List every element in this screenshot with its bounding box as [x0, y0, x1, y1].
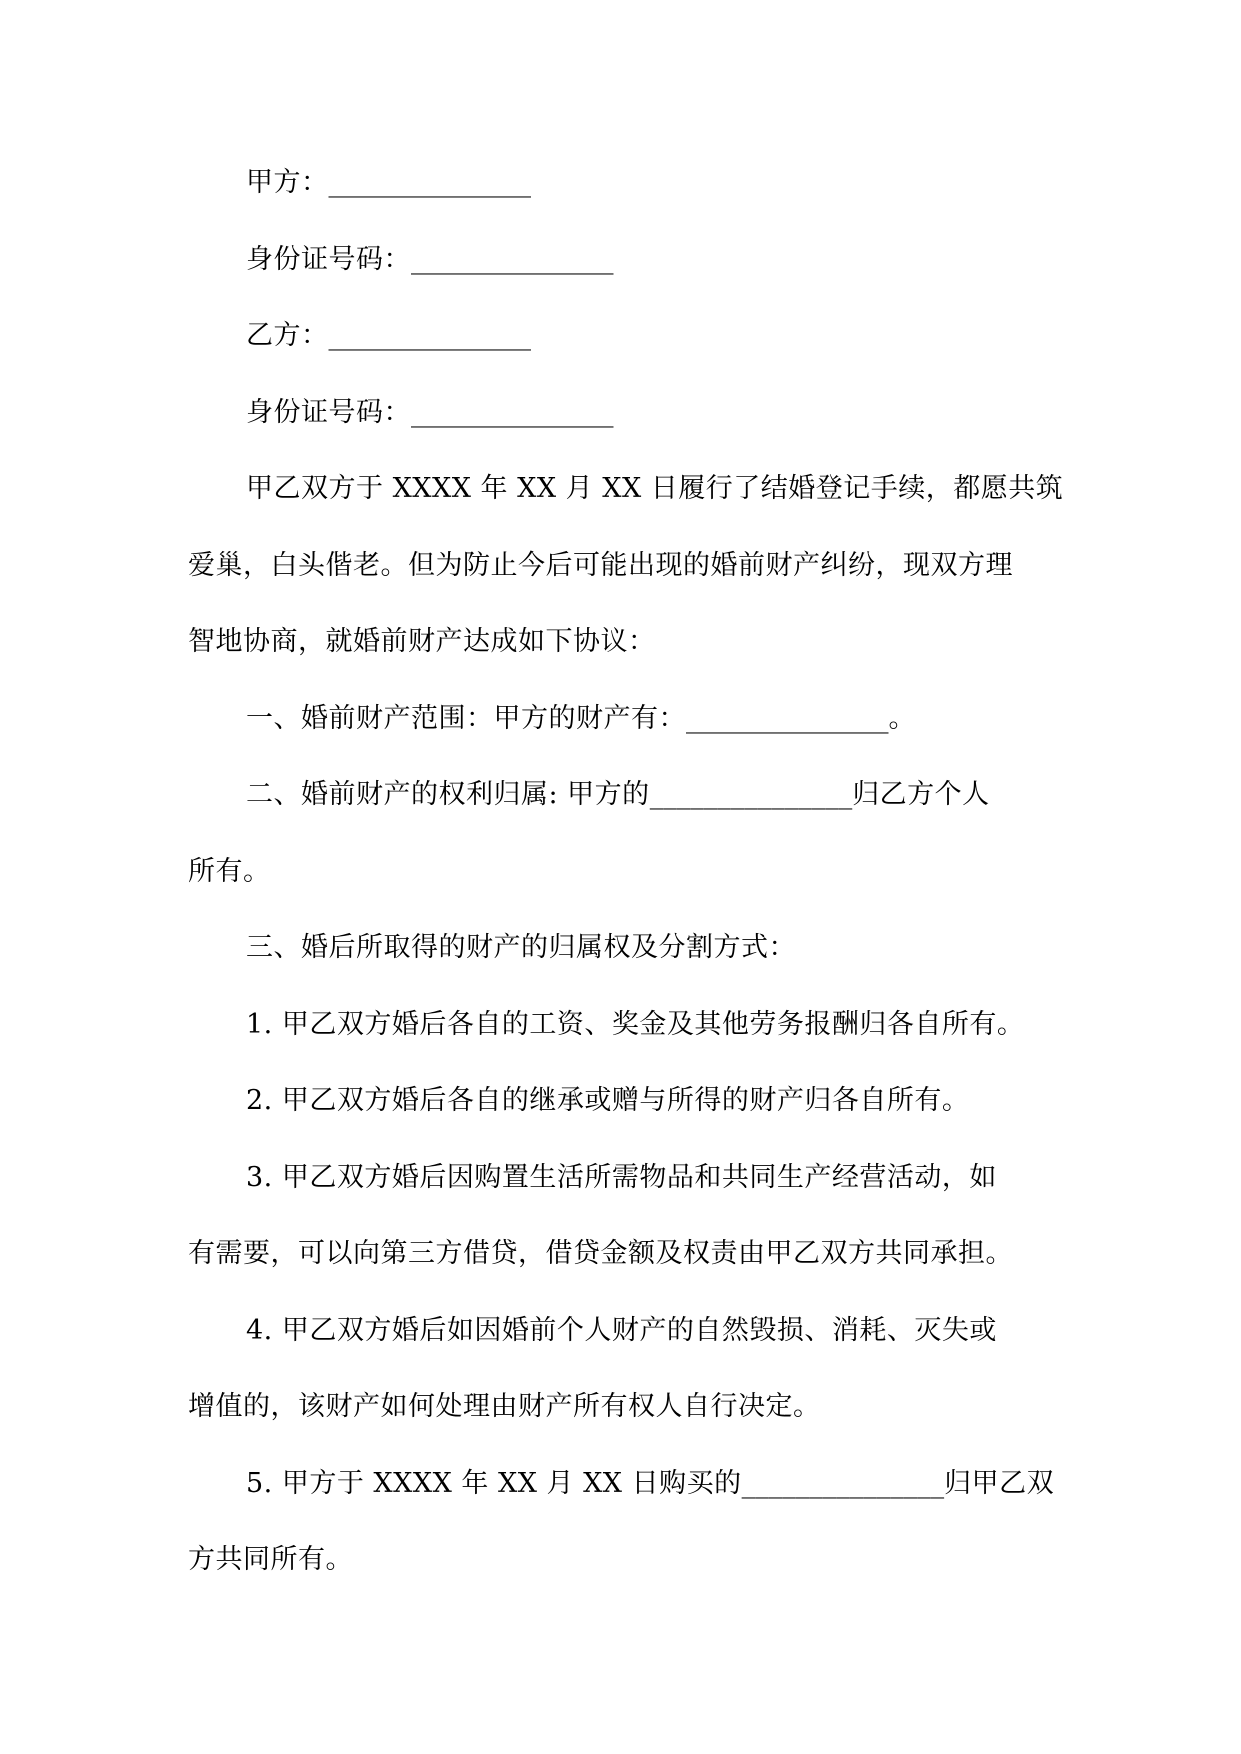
clause-3-heading: 三、婚后所取得的财产的归属权及分割方式： — [246, 932, 796, 963]
clause-1-end: 。 — [888, 702, 916, 734]
clause-2-text: 二、婚前财产的权利归属: 甲方的 — [246, 779, 650, 810]
preamble-line-2: 爱巢，白头偕老。但为防止今后可能出现的婚前财产纠纷，现双方理 — [188, 549, 1013, 581]
preamble-line-3: 智地协商，就婚前财产达成如下协议： — [188, 626, 656, 657]
clause-1 — [188, 681, 1058, 758]
clause-1-blank: _______________ — [686, 702, 889, 734]
party-b-id-blank: _______________ — [411, 396, 614, 428]
item-5-blank: _______________ — [741, 1467, 945, 1499]
item-4-line-1: 4. 甲乙双方婚后如因婚前个人财产的自然毁损、消耗、灭失或 — [246, 1314, 997, 1346]
clause-2-continuation: 所有。 — [188, 855, 271, 887]
item-5-text: 5. 甲方于 XXXX 年 XX 月 XX 日购买的 — [246, 1467, 742, 1499]
party-a-blank: _______________ — [328, 167, 531, 198]
clause-2-blank: _______________ — [649, 779, 853, 810]
party-a-line — [188, 145, 1058, 222]
party-b-blank: _______________ — [328, 320, 531, 351]
item-3-line-1: 3. 甲乙双方婚后因购置生活所需物品和共同生产经营活动，如 — [246, 1161, 997, 1193]
preamble-line-1: 甲乙双方于 XXXX 年 XX 月 XX 日履行了结婚登记手续，都愿共筑 — [246, 473, 1064, 504]
party-a-id-label: 身份证号码： — [246, 243, 411, 275]
item-5-continuation: 方共同所有。 — [188, 1544, 353, 1575]
item-3-line-2: 有需要，可以向第三方借贷，借贷金额及权责由甲乙双方共同承担。 — [188, 1238, 1013, 1269]
clause-2 — [188, 757, 1058, 834]
item-2: 2. 甲乙双方婚后各自的继承或赠与所得的财产归各自所有。 — [246, 1085, 970, 1116]
party-b-id-line — [188, 375, 1058, 452]
clause-2-after: 归乙方个人 — [852, 779, 990, 810]
item-5-after: 归甲乙双 — [944, 1467, 1055, 1499]
item-1: 1. 甲乙双方婚后各自的工资、奖金及其他劳务报酬归各自所有。 — [246, 1008, 1025, 1040]
clause-1-text: 一、婚前财产范围：甲方的财产有： — [246, 702, 686, 734]
party-a-id-blank: _______________ — [411, 243, 614, 275]
item-4-line-2: 增值的，该财产如何处理由财产所有权人自行决定。 — [188, 1391, 821, 1422]
party-a-id-line — [188, 222, 1058, 299]
item-5 — [188, 1446, 1058, 1523]
party-a-label: 甲方： — [246, 167, 329, 198]
party-b-label: 乙方： — [246, 320, 329, 351]
party-b-line — [188, 298, 1058, 375]
party-b-id-label: 身份证号码： — [246, 396, 411, 428]
document-body — [188, 145, 1064, 1599]
